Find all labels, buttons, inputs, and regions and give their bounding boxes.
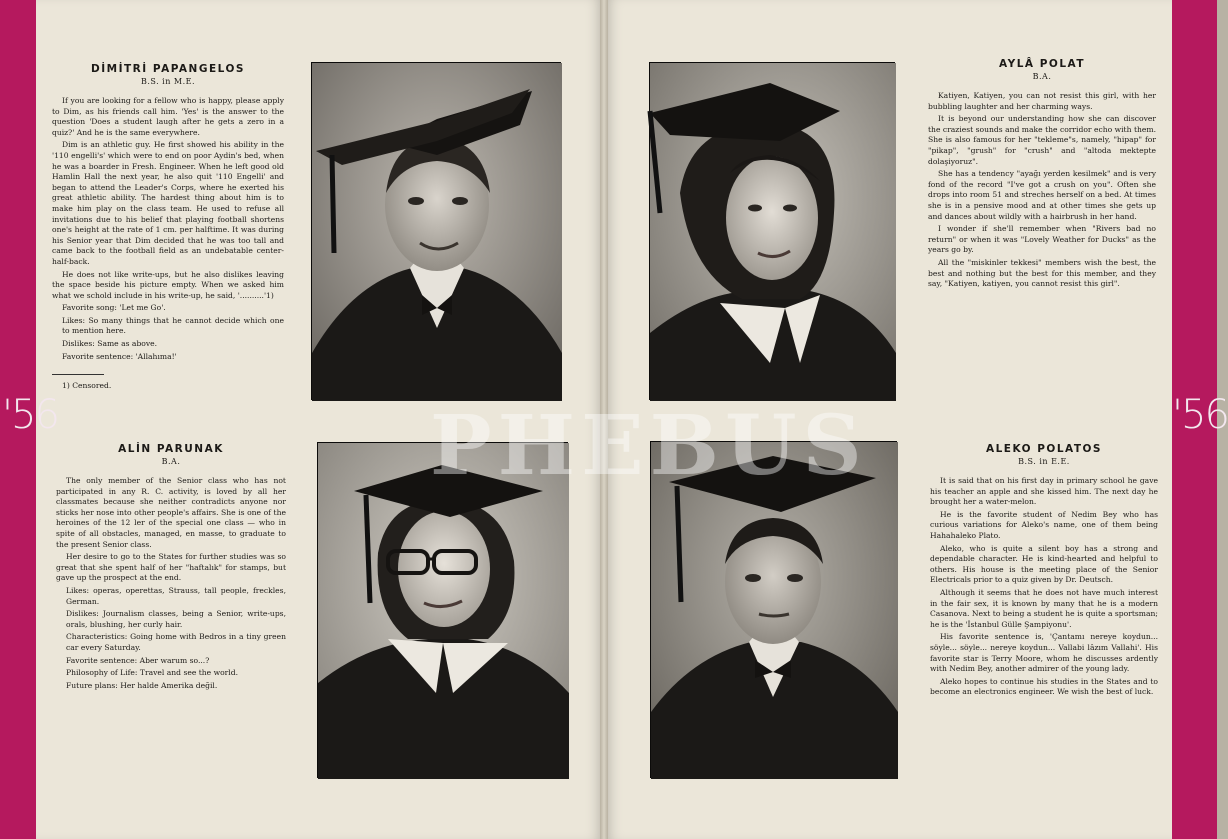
entry-degree: B.A. xyxy=(1032,72,1052,81)
entry-paragraph: Dim is an athletic guy. He first showed his ability in the '110 engelli's' which were to end on poor Aydin's bed, when he was a boarder in Fresh. Engineer. When he left good old Hamlin Hall the next year, he also quit '110 Engelli' and began to attend the Leader's Corps, where he exerted his great athletic ability. The hardest thing about him is to make him play on the class team. He used to refuse all invitations due to his belief that playing football shortens one's height at the rate of 1 cm. per halftime. It was during his Senior year that Dim decided that he was too tall and came back to the football field as an undebatable center-half-back. xyxy=(52,140,284,266)
entry-paragraph: It is beyond our understanding how she can discover the craziest sounds and make the corridor echo with them. She is also famous for her "tekleme"s, namely, "hipap" for "pikap", "grush" for "crush" and "altoda mektepte dolaşiyoruz". xyxy=(928,114,1156,166)
year-mark-right: '56 xyxy=(1172,392,1228,438)
entry-paragraph: If you are looking for a fellow who is happy, please apply to Dim, as his friends call him. 'Yes' is the answer to the question 'Does a student laugh after he gets a zero in a quiz?' And he is the same everywhere. xyxy=(52,96,284,137)
entry-paragraph: Aleko hopes to continue his studies in the States and to become an electronics engineer. We wish the best of luck. xyxy=(930,676,1158,697)
year-mark-left: '56 xyxy=(2,392,58,438)
entry-body xyxy=(52,96,284,390)
entry-alin-parunak xyxy=(56,443,286,693)
entry-paragraph: Her desire to go to the States for further studies was so great that she spent half of her "haftalık" for stamps, but gave up the prospect at the end. xyxy=(56,552,286,583)
portrait-photo-ayla xyxy=(649,62,895,400)
entry-body xyxy=(930,476,1158,698)
entry-item: Dislikes: Same as above. xyxy=(62,339,158,349)
entry-paragraph: The only member of the Senior class who has not participated in any R. C. activity, is loved by all her classmates because she neither contradicts anyone nor sticks her nose into other people's affairs. She is one of the heroines of the 12 ler of the special one class — who in spite of all obstacles, managed, en masse, to graduate to the present Senior class. xyxy=(56,476,286,549)
entry-item: Favorite sentence: Aber warum so...? xyxy=(66,655,210,665)
entry-name: ALEKO POLATOS xyxy=(985,443,1102,455)
entry-name: ALİN PARUNAK xyxy=(118,443,224,455)
entry-dimitri-papangelos xyxy=(52,63,284,390)
entry-paragraph: Aleko, who is quite a silent boy has a strong and dependable character. He is kind-hearted and helpful to others. His house is the meeting place of the Senior Electricals prior to a quiz given by Dr. Deutsch. xyxy=(930,543,1158,585)
entry-body xyxy=(56,476,286,691)
entry-paragraph: She has a tendency "ayağı yerden kesilmek" and is very fond of the record "I've got a crush on you". Often she drops into room 51 and streches herself on a bed. At times she is in a pensive mood and at other times she gets up and dances about wildly with a hairbrush in her hand. xyxy=(928,169,1156,221)
entry-item: Likes: So many things that he cannot decide which one to mention here. xyxy=(62,315,284,336)
entry-degree: B.A. xyxy=(161,457,181,466)
entry-paragraph: He does not like write-ups, but he also dislikes leaving the space beside his picture empty. When we asked him what we schold include in his write-up, he said, '..........'1) xyxy=(52,269,284,300)
entry-item: Philosophy of Life: Travel and see the world. xyxy=(66,668,238,678)
entry-aleko-polatos xyxy=(930,443,1158,700)
phebus-watermark: PHEBUS xyxy=(430,398,868,494)
entry-paragraph: I wonder if she'll remember when "Rivers bad no return" or when it was "Lovely Weather for Ducks" as the years go by. xyxy=(928,224,1156,255)
entry-ayla-polat xyxy=(928,58,1156,292)
entry-item: Dislikes: Journalism classes, being a Senior, write-ups, orals, blushing, her curly hair. xyxy=(66,609,286,629)
footnote: 1) Censored. xyxy=(62,381,112,391)
entry-name: AYLÂ POLAT xyxy=(999,58,1085,70)
entry-item: Future plans: Her halde Amerika değil. xyxy=(66,680,218,690)
entry-paragraph: His favorite sentence is, 'Çantamı nereye koydun... söyle... söyle... nereye koydun... Vallabi lâzım Vallahi'. His favorite star is Terry Moore, whom he discusses ardently with Nedim Bey, another admirer of the young lady. xyxy=(930,632,1158,674)
entry-paragraph: It is said that on his first day in primary school he gave his teacher an apple and she kissed him. The next day he brought her a water-melon. xyxy=(930,476,1158,507)
entry-paragraph: Although it seems that he does not have much interest in the fair sex, it is known by many that he is a modern Casanova. Next to being a student he is quite a sportsman; he is the 'İstanbul Gülle Şampiyonu'. xyxy=(930,587,1158,629)
entry-paragraph: He is the favorite student of Nedim Bey who has curious variations for Aleko's name, one of them being Hahahaleko Plato. xyxy=(930,509,1158,540)
entry-item: Likes: operas, operettas, Strauss, tall people, freckles, German. xyxy=(66,585,286,606)
entry-name: DİMİTRİ PAPANGELOS xyxy=(91,63,245,75)
entry-degree: B.S. in E.E. xyxy=(1018,457,1070,466)
entry-item: Characteristics: Going home with Bedros in a tiny green car every Saturday. xyxy=(66,632,286,652)
footnote-rule xyxy=(52,374,104,375)
entry-body xyxy=(928,91,1156,290)
entry-degree: B.S. in M.E. xyxy=(140,77,196,86)
entry-paragraph: Katiyen, Katiyen, you can not resist this girl, with her bubbling laughter and her charming ways. xyxy=(928,91,1156,111)
entry-item: Favorite song: 'Let me Go'. xyxy=(62,303,166,313)
portrait-photo-dimitri xyxy=(311,62,561,400)
entry-paragraph: All the "miskinler tekkesi" members wish the best, the best and nothing but the best for this member, and they say, "Katiyen, katiyen, you cannot resist this girl". xyxy=(928,257,1156,289)
entry-item: Favorite sentence: 'Allahıma!' xyxy=(62,351,177,361)
